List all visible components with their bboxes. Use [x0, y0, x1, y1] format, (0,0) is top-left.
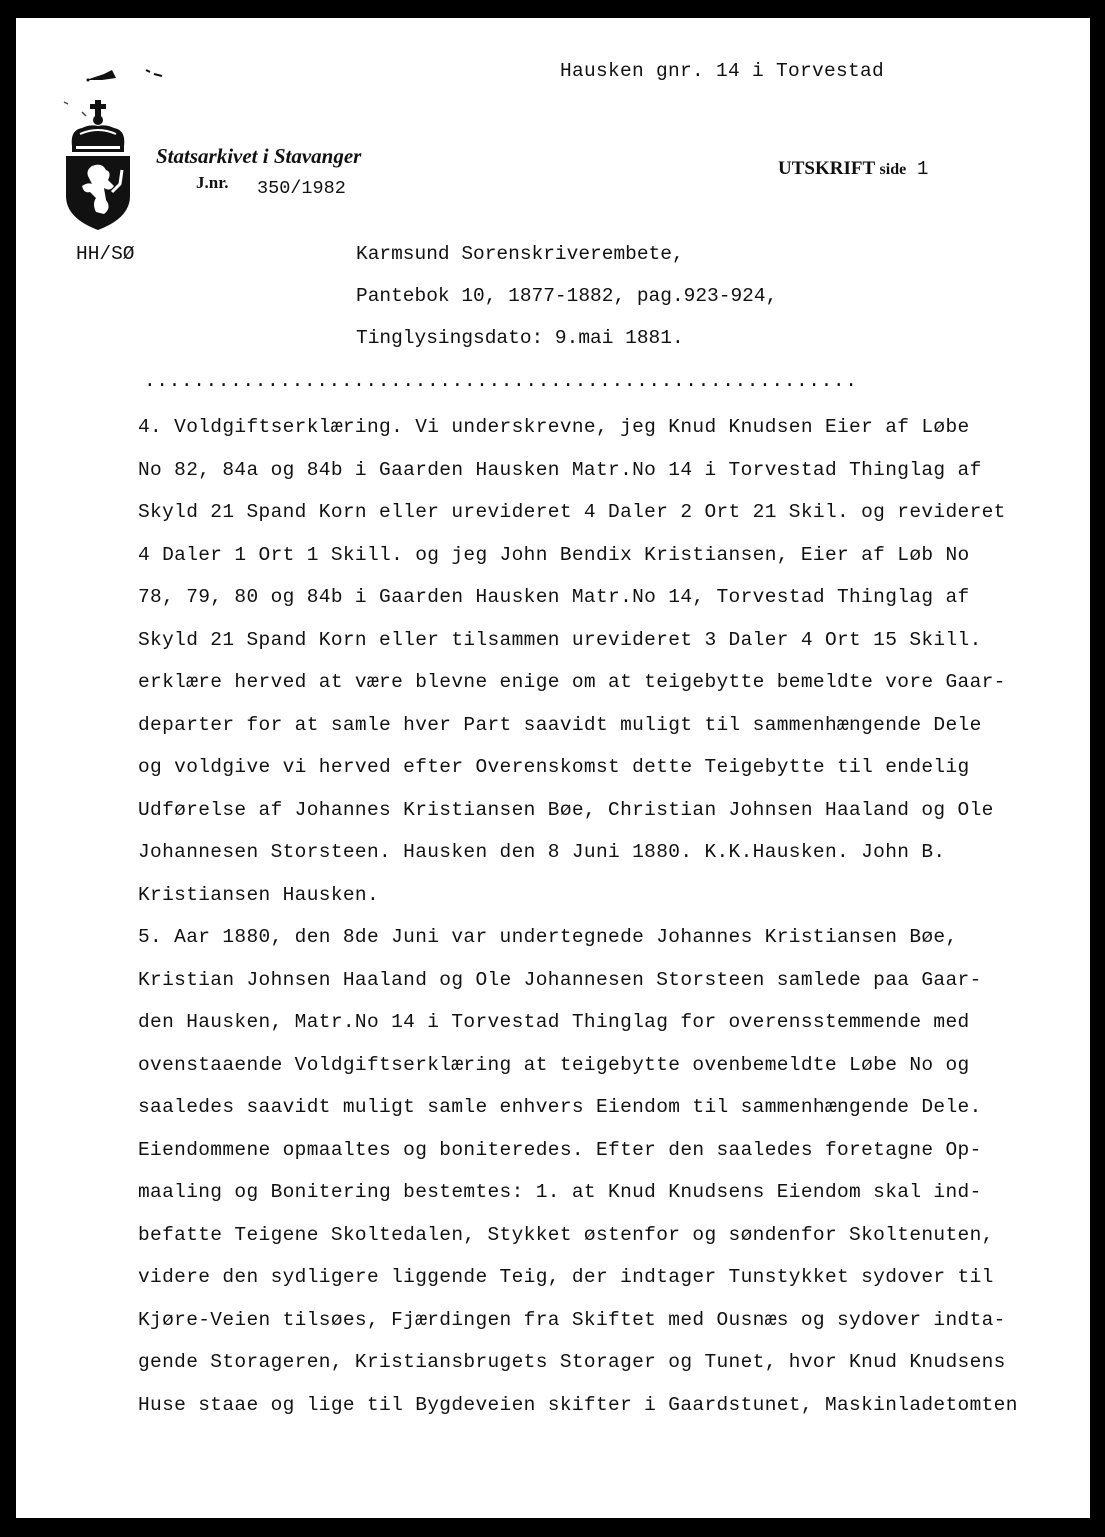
- text-line: Johannesen Storsteen. Hausken den 8 Juni 1880. K.K.Hausken. John B.: [138, 841, 946, 863]
- journal-number: 350/1982: [257, 178, 346, 199]
- utskrift-label: UTSKRIFT: [778, 158, 875, 179]
- text-line: befatte Teigene Skoltedalen, Stykket østenfor og søndenfor Skoltenuten,: [138, 1223, 994, 1246]
- text-line: 4. Voldgiftserklæring. Vi underskrevne, jeg Knud Knudsen Eier af Løbe: [138, 416, 970, 438]
- text-line: og voldgive vi herved efter Overenskomst dette Teigebytte til endelig: [138, 756, 970, 778]
- side-label: side: [879, 161, 907, 178]
- court-reference: Karmsund Sorenskriverembete,: [356, 243, 684, 265]
- page-number: 1: [916, 158, 929, 180]
- registration-date: Tinglysingsdato: 9.mai 1881.: [356, 327, 684, 349]
- text-line: Skyld 21 Spand Korn eller urevideret 4 Daler 2 Ort 21 Skil. og revideret: [138, 501, 1006, 523]
- text-line: 4 Daler 1 Ort 1 Skill. og jeg John Bendix Kristiansen, Eier af Løb No: [138, 543, 970, 566]
- text-line: saaledes saavidt muligt samle enhvers Eiendom til sammenhængende Dele.: [138, 1096, 982, 1118]
- text-line: 78, 79, 80 og 84b i Gaarden Hausken Matr.No 14, Torvestad Thinglag af: [138, 586, 970, 608]
- text-line: No 82, 84a og 84b i Gaarden Hausken Matr.No 14 i Torvestad Thinglag af: [138, 458, 982, 481]
- text-line: erklære herved at være blevne enige om at teigebytte bemeldte vore Gaar-: [138, 671, 1006, 693]
- transcription-body: [138, 406, 1078, 1426]
- dotted-separator: ..........................................................: [144, 370, 858, 392]
- text-line: Kristiansen Hausken.: [138, 883, 380, 906]
- text-line: 5. Aar 1880, den 8de Juni var undertegnede Johannes Kristiansen Bøe,: [138, 926, 958, 948]
- text-line: ovenstaaende Voldgiftserklæring at teigebytte ovenbemeldte Løbe No og: [138, 1053, 970, 1076]
- initials: HH/SØ: [76, 243, 135, 265]
- document-page: [16, 18, 1090, 1518]
- coat-of-arms-icon: [62, 100, 134, 232]
- book-reference: Pantebok 10, 1877-1882, pag.923-924,: [356, 285, 778, 307]
- property-reference: Hausken gnr. 14 i Torvestad: [560, 60, 885, 82]
- journal-number-label: J.nr.: [196, 173, 229, 192]
- text-line: maaling og Bonitering bestemtes: 1. at Knud Knudsens Eiendom skal ind-: [138, 1181, 982, 1203]
- text-line: Skyld 21 Spand Korn eller tilsammen urevideret 3 Daler 4 Ort 15 Skill.: [138, 628, 982, 651]
- text-line: den Hausken, Matr.No 14 i Torvestad Thinglag for overensstemmende med: [138, 1011, 970, 1033]
- text-line: videre den sydligere liggende Teig, der indtager Tunstykket sydover til: [138, 1266, 994, 1288]
- text-line: Udførelse af Johannes Kristiansen Bøe, Christian Johnsen Haaland og Ole: [138, 798, 994, 821]
- text-line: Huse staae og lige til Bygdeveien skifter i Gaardstunet, Maskinladetomten: [138, 1393, 1018, 1416]
- archive-name: Statsarkivet i Stavanger: [156, 144, 362, 168]
- text-line: Kjøre-Veien tilsøes, Fjærdingen fra Skiftet med Ousnæs og sydover indta-: [138, 1308, 1006, 1331]
- utskrift-heading: [778, 158, 928, 180]
- text-line: departer for at samle hver Part saavidt muligt til sammenhængende Dele: [138, 713, 982, 736]
- text-line: gende Storageren, Kristiansbrugets Storager og Tunet, hvor Knud Knudsens: [138, 1351, 1006, 1373]
- text-line: Kristian Johnsen Haaland og Ole Johannesen Storsteen samlede paa Gaar-: [138, 968, 982, 991]
- text-line: Eiendommene opmaaltes og boniteredes. Efter den saaledes foretagne Op-: [138, 1138, 982, 1161]
